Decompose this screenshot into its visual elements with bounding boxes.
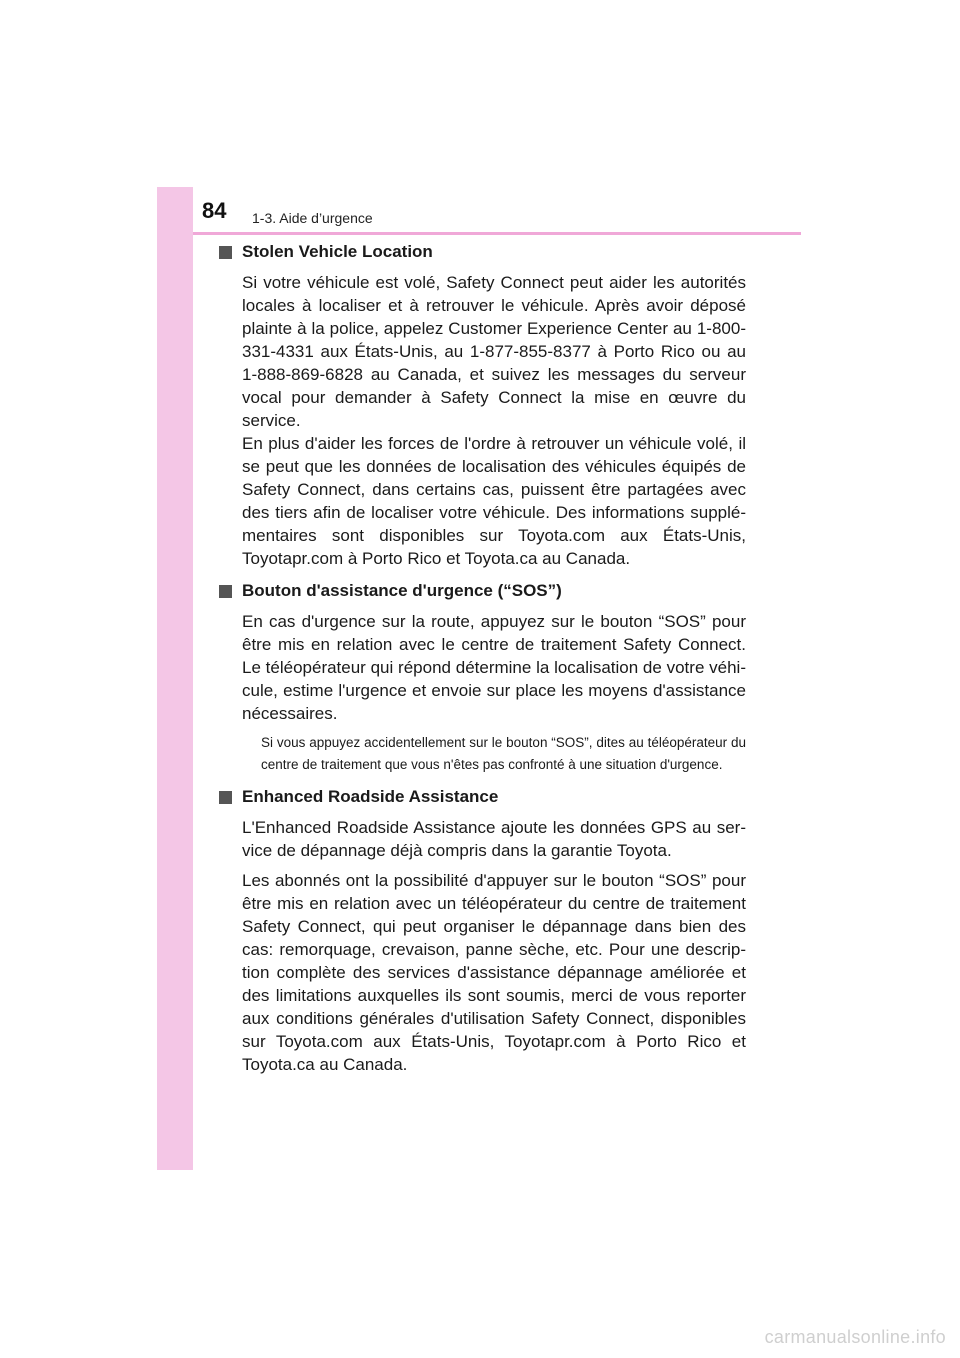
page-number: 84 (202, 198, 227, 223)
page-content (219, 240, 746, 1076)
heading-text: Enhanced Roadside Assistance (242, 787, 499, 806)
section-label: 1-3. Aide d’urgence (252, 210, 373, 226)
heading-text: Bouton d'assistance d'urgence (“SOS”) (242, 581, 562, 600)
paragraph: Les abonnés ont la possibilité d'appuyer sur le bouton “SOS” pour être mis en relation avec un téléopérateur du centre de traitement Safety Connect, qui peut organiser le dépannage dans bien des cas: remorquage, crevaison, panne sèche, etc. Pour une descrip-tion complète des services d'assistance dépannage améliorée et des limitations auxquelles ils sont soumis, merci de vous reporter aux conditions générales d'utilisation Safety Connect, disponibles sur Toyota.com aux États-Unis, Toyotapr.com à Porto Rico et Toyota.ca au Canada. (242, 871, 746, 1074)
paragraph: L'Enhanced Roadside Assistance ajoute les données GPS au ser-vice de dépannage déjà compris dans la garantie Toyota. (242, 818, 746, 860)
square-bullet-icon (219, 791, 232, 804)
heading-stolen-vehicle-location (219, 240, 746, 264)
heading-text: Stolen Vehicle Location (242, 242, 433, 261)
paragraph: En plus d'aider les forces de l'ordre à retrouver un véhicule volé, il se peut que les données de localisation des véhicules équipés de Safety Connect, dans certains cas, puissent être partagées avec des tiers afin de localiser votre véhicule. Des informations supplé-mentaires sont disponibles sur Toyota.com aux États-Unis, Toyotapr.com à Porto Rico et Toyota.ca au Canada. (242, 434, 746, 568)
watermark: carmanualsonline.info (764, 1327, 946, 1347)
paragraph: En cas d'urgence sur la route, appuyez sur le bouton “SOS” pour être mis en relation avec le centre de traitement Safety Connect. Le téléopérateur qui répond détermine la localisation de votre véhi-cule, estime l'urgence et envoie sur place les moyens d'assistance nécessaires. (242, 612, 746, 723)
header-rule (193, 232, 801, 235)
note: Si vous appuyez accidentellement sur le bouton “SOS”, dites au téléopérateur du centre de traitement que vous n'êtes pas confronté à une situation d'urgence. (261, 735, 746, 772)
square-bullet-icon (219, 585, 232, 598)
heading-enhanced-roadside-assistance (219, 785, 746, 809)
heading-sos-button (219, 579, 746, 603)
paragraph: Si votre véhicule est volé, Safety Connect peut aider les autorités locales à localiser et à retrouver le véhicule. Après avoir déposé plainte à la police, appelez Customer Experience Center au 1-800-331-4331 aux États-Unis, au 1-877-855-8377 à Porto Rico ou au 1-888-869-6828 au Canada, et suivez les messages du serveur vocal pour demander à Safety Connect la mise en œuvre du service. (242, 273, 746, 430)
square-bullet-icon (219, 246, 232, 259)
section-tab-strip (157, 187, 193, 1170)
